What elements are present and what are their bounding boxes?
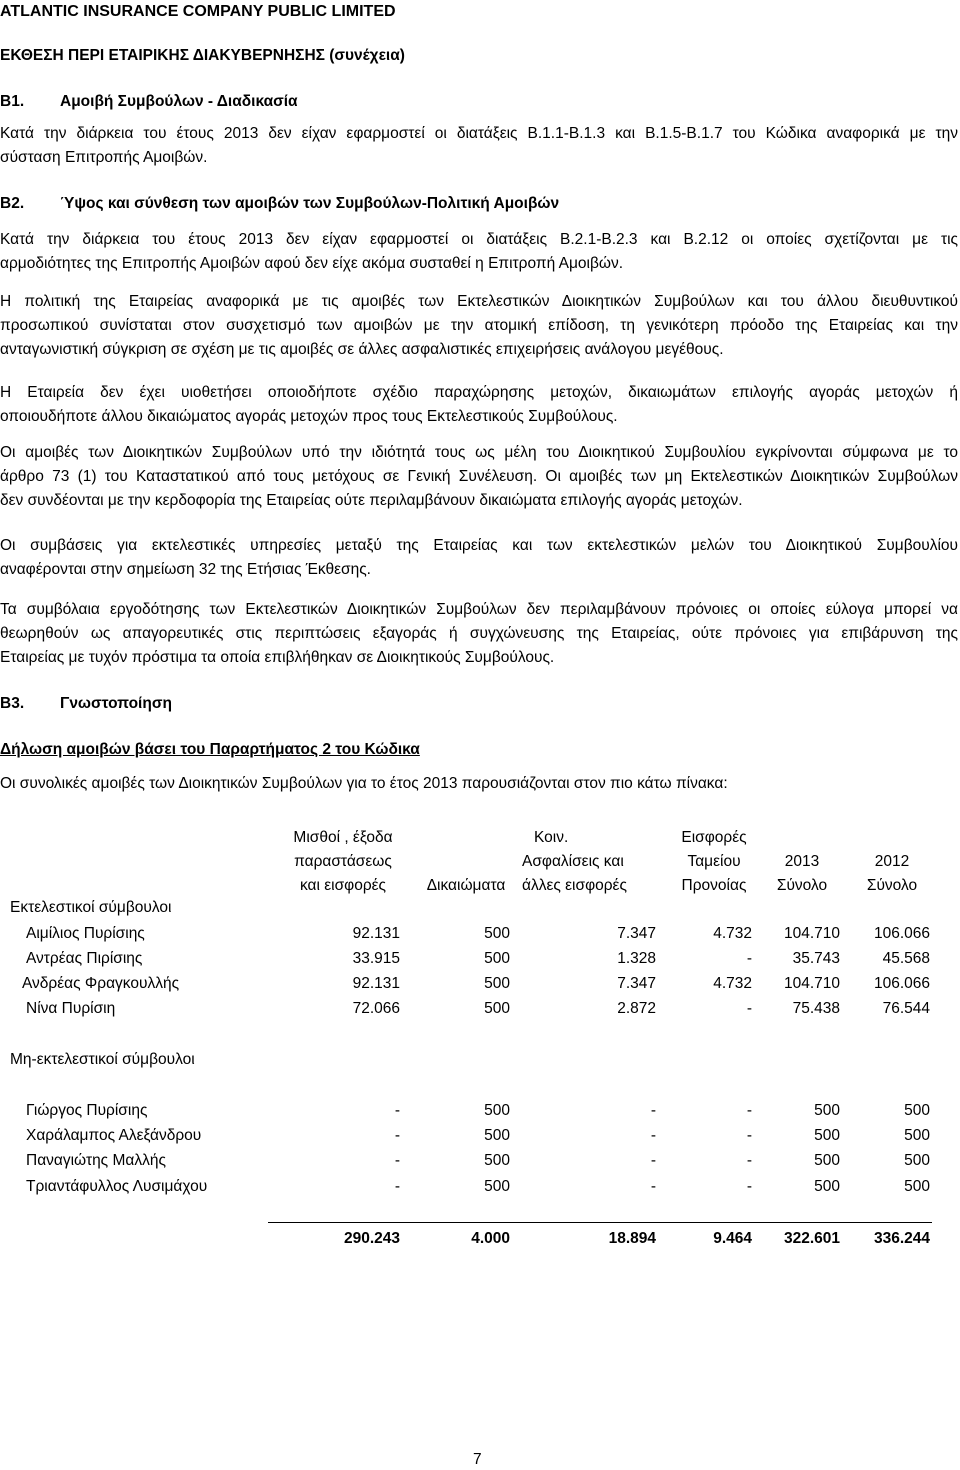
group-label-non-executive: Μη-εκτελεστικοί σύμβουλοι: [10, 1051, 195, 1068]
section-b2-paragraph-1: [0, 228, 958, 276]
table-cell: 106.066: [873, 975, 930, 992]
text-line: οποιουδήποτε άλλου δικαιώματος αγοράς μετοχών προς τους Εκτελεστικούς Συμβούλους.: [0, 408, 618, 425]
text-line: Η πολιτική της Εταιρείας αναφορικά με τις αμοιβές των Εκτελεστικών Διοικητικών Συμβούλων και του άλλου διευθυντικού: [0, 293, 958, 310]
director-name: Αντρέας Πιρίσιης: [26, 950, 143, 967]
header-line: και εισφορές: [299, 877, 387, 894]
table-cell: 500: [484, 1102, 510, 1119]
header-line: [852, 826, 932, 850]
section-b3-title: Γνωστοποίηση: [60, 695, 172, 712]
table-cell: -: [394, 1127, 400, 1144]
col-header-salaries: [270, 826, 416, 898]
table-cell: 500: [484, 1178, 510, 1195]
text-line: Οι αμοιβές των Διοικητικών Συμβούλων υπό την ιδιότητά τους ως μέλη του Διοικητικού Συμβουλίου εγκρίνονται σύμφωνα με το: [0, 444, 958, 461]
table-cell: -: [746, 1152, 752, 1169]
text-line: Τα συμβόλαια εργοδότησης των Εκτελεστικών Διοικητικών Συμβούλων δεν περιλαμβάνουν πρόνοιες οι οποίες εύλογα μπορεί να: [0, 601, 958, 618]
section-b1-number: Β1.: [0, 93, 25, 110]
text-line: δεν συνδέονται με την κερδοφορία της Εταιρείας ούτε περιλαμβάνουν δικαιώματα επιλογής αγοράς μετοχών.: [0, 492, 743, 509]
table-cell: 75.438: [792, 1000, 840, 1017]
table-cell: 4.732: [713, 975, 752, 992]
table-cell: -: [746, 1000, 752, 1017]
header-line: [762, 826, 842, 850]
table-cell: 500: [484, 950, 510, 967]
header-line: Προνοίας: [681, 877, 747, 894]
text-line: Οι συμβάσεις για εκτελεστικές υπηρεσίες μεταξύ της Εταιρείας και των εκτελεστικών μελών του Διοικητικού Συμβουλίου: [0, 537, 958, 554]
table-cell: 33.915: [352, 950, 400, 967]
table-cell: 500: [904, 1178, 930, 1195]
director-name: Παναγιώτης Μαλλής: [26, 1152, 166, 1169]
section-b2-paragraph-3: [0, 381, 958, 429]
header-line: 2013: [784, 853, 820, 870]
table-cell: 7.347: [617, 925, 656, 942]
table-cell: -: [650, 1152, 656, 1169]
header-line: Μισθοί , έξοδα: [293, 829, 393, 846]
table-cell: 72.066: [352, 1000, 400, 1017]
table-cell: 500: [814, 1152, 840, 1169]
table-cell: 322.601: [783, 1230, 840, 1247]
table-cell: 92.131: [352, 925, 400, 942]
section-b1-title: Αμοιβή Συμβούλων - Διαδικασία: [60, 93, 298, 110]
director-name: Χαράλαμπος Αλεξάνδρου: [26, 1127, 202, 1144]
director-name: Γιώργος Πυρίσιης: [26, 1102, 148, 1119]
col-header-social-insurance: [522, 826, 652, 898]
table-cell: 1.328: [617, 950, 656, 967]
table-cell: -: [746, 1127, 752, 1144]
table-cell: 500: [484, 1000, 510, 1017]
text-line: σύσταση Επιτροπής Αμοιβών.: [0, 149, 208, 166]
table-cell: 500: [814, 1127, 840, 1144]
table-cell: 500: [484, 1127, 510, 1144]
table-cell: 104.710: [783, 925, 840, 942]
col-header-rights: [414, 826, 518, 898]
table-cell: 500: [814, 1102, 840, 1119]
text-line: αναφέρονται στην σημείωση 32 της Ετήσιας Έκθεσης.: [0, 561, 371, 578]
header-line: παραστάσεως: [294, 853, 392, 870]
text-line: Κατά την διάρκεια του έτους 2013 δεν είχαν εφαρμοστεί οι διατάξεις Β.2.1-Β.2.3 και Β.2.12 οι οποίες σχετίζονται με τις: [0, 231, 958, 248]
table-cell: 4.732: [713, 925, 752, 942]
table-cell: -: [394, 1102, 400, 1119]
director-name: Αιμίλιος Πυρίσιης: [26, 925, 145, 942]
table-cell: -: [650, 1178, 656, 1195]
table-cell: 7.347: [617, 975, 656, 992]
table-cell: 104.710: [783, 975, 840, 992]
text-line: θεωρηθούν ως απαγορευτικές στις περιπτώσεις εξαγοράς ή συγχώνευσης της Εταιρείας, ούτε πρόνοιες για επιβάρυνση της: [0, 625, 958, 642]
totals-rule: [268, 1222, 932, 1223]
header-line: Σύνολο: [776, 877, 828, 894]
table-cell: 500: [484, 1152, 510, 1169]
table-cell: 35.743: [792, 950, 840, 967]
director-name: Νίνα Πυρίσιη: [26, 1000, 116, 1017]
section-b2-paragraph-4: [0, 441, 958, 513]
page-number: 7: [473, 1451, 482, 1468]
text-line: Εταιρείας με τυχόν πρόστιμα τα οποία επιβλήθηκαν σε Διοικητικούς Συμβούλους.: [0, 649, 555, 666]
table-cell: 500: [814, 1178, 840, 1195]
table-cell: -: [746, 1178, 752, 1195]
header-line: άλλες εισφορές: [522, 877, 627, 894]
header-line: Δικαιώματα: [426, 877, 506, 894]
table-cell: 92.131: [352, 975, 400, 992]
text-line: Η Εταιρεία δεν έχει υιοθετήσει οποιοδήποτε σχέδιο παραχώρησης μετοχών, δικαιωμάτων επιλογής αγοράς μετοχών ή: [0, 384, 958, 401]
group-label-executive: Εκτελεστικοί σύμβουλοι: [10, 899, 172, 916]
table-cell: -: [394, 1152, 400, 1169]
report-title: ΕΚΘΕΣΗ ΠΕΡΙ ΕΤΑΙΡΙΚΗΣ ΔΙΑΚΥΒΕΡΝΗΣΗΣ (συνέχεια): [0, 47, 405, 64]
table-cell: 336.244: [873, 1230, 930, 1247]
col-header-provident-fund: [662, 826, 766, 898]
table-cell: 18.894: [608, 1230, 656, 1247]
section-b2-paragraph-6: [0, 598, 958, 670]
header-line: Σύνολο: [866, 877, 918, 894]
text-line: ανταγωνιστική σύγκριση σε σχέση με τις αμοιβές σε άλλες ασφαλιστικές επιχειρήσεις ανάλογου μεγέθους.: [0, 341, 724, 358]
table-cell: 45.568: [882, 950, 930, 967]
text-line: αρμοδιότητες της Επιτροπής Αμοιβών αφού δεν είχε ακόμα συσταθεί η Επιτροπή Αμοιβών.: [0, 255, 624, 272]
text-line: Κατά την διάρκεια του έτους 2013 δεν είχαν εφαρμοστεί οι διατάξεις Β.1.1-Β.1.3 και Β.1.5-Β.1.7 του Κώδικα αναφορικά με την: [0, 125, 958, 142]
text-line: προσωπικού συνίσταται στον συσχετισμό των αμοιβών με την ατομική επίδοση, τη γενικότερη πρόοδο της Εταιρείας και την: [0, 317, 958, 334]
table-cell: -: [394, 1178, 400, 1195]
table-cell: -: [650, 1127, 656, 1144]
table-cell: 2.872: [617, 1000, 656, 1017]
table-cell: -: [650, 1102, 656, 1119]
table-cell: 500: [484, 925, 510, 942]
table-cell: 500: [484, 975, 510, 992]
text-line: άρθρο 73 (1) του Καταστατικού από τους μετόχους σε Γενική Συνέλευση. Οι αμοιβές των μη Εκτελεστικών Διοικητικών Συμβούλων: [0, 468, 958, 485]
col-header-total-2012: [852, 826, 932, 898]
header-line: 2012: [874, 853, 910, 870]
company-name: ATLANTIC INSURANCE COMPANY PUBLIC LIMITED: [0, 3, 396, 20]
table-cell: 500: [904, 1102, 930, 1119]
table-cell: -: [746, 950, 752, 967]
section-b1-paragraph: [0, 122, 958, 170]
section-b3-intro: Οι συνολικές αμοιβές των Διοικητικών Συμβούλων για το έτος 2013 παρουσιάζονται στον πιο κάτω πίνακα:: [0, 775, 728, 792]
header-line: Ταμείου: [687, 853, 741, 870]
section-b3-subtitle: Δήλωση αμοιβών βάσει του Παραρτήματος 2 του Κώδικα: [0, 741, 420, 758]
table-cell: 106.066: [873, 925, 930, 942]
header-line: [414, 826, 518, 850]
section-b2-title: Ύψος και σύνθεση των αμοιβών των Συμβούλων-Πολιτική Αμοιβών: [60, 195, 560, 212]
table-cell: 9.464: [713, 1230, 752, 1247]
header-line: Εισφορές: [681, 829, 747, 846]
table-cell: 500: [904, 1152, 930, 1169]
table-cell: 76.544: [882, 1000, 930, 1017]
table-cell: 500: [904, 1127, 930, 1144]
header-line: Κοιν.: [534, 829, 569, 846]
header-line: [414, 850, 518, 874]
section-b2-paragraph-5: [0, 534, 958, 582]
section-b3-number: Β3.: [0, 695, 25, 712]
director-name: Τριαντάφυλλος Λυσιμάχου: [26, 1178, 208, 1195]
director-name: Ανδρέας Φραγκουλλής: [22, 975, 180, 992]
table-cell: 4.000: [471, 1230, 510, 1247]
header-line: Ασφαλίσεις και: [522, 853, 624, 870]
table-cell: 290.243: [343, 1230, 400, 1247]
table-cell: -: [746, 1102, 752, 1119]
section-b2-paragraph-2: [0, 290, 958, 362]
col-header-total-2013: [762, 826, 842, 898]
section-b2-number: Β2.: [0, 195, 25, 212]
